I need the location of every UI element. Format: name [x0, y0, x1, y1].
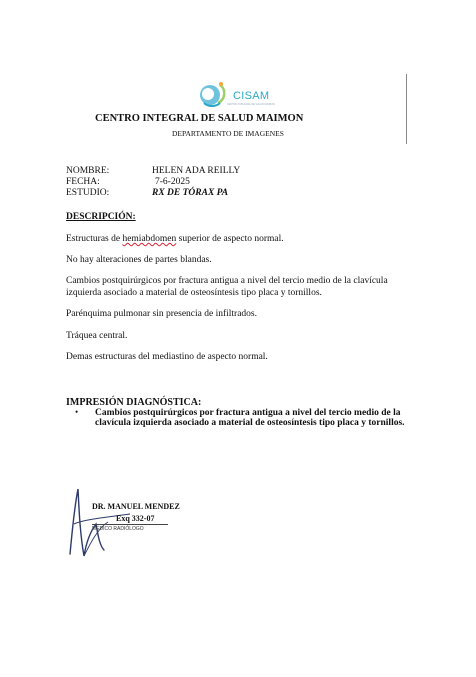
description-paragraph: No hay alteraciones de partes blandas.: [66, 255, 212, 265]
department-title: DEPARTAMENTO DE IMAGENES: [172, 129, 284, 138]
signature-registration: Exq 332-07: [116, 514, 155, 523]
name-label: NOMBRE:: [66, 166, 110, 176]
logo-subtext: CENTRO INTEGRAL DE SALUD MAIMON: [227, 103, 275, 106]
description-paragraph: Cambios postquirúrgicos por fractura antigua a nivel del tercio medio de la clavícula izquierda asociado a material de osteosíntesis tipo placa y tornillos.: [66, 276, 388, 298]
signature-name: DR. MANUEL MENDEZ: [92, 502, 180, 511]
organization-title: CENTRO INTEGRAL DE SALUD MAIMON: [95, 113, 304, 124]
signature-line: [92, 524, 168, 525]
name-value: HELEN ADA REILLY: [152, 166, 241, 176]
description-paragraph: Demas estructuras del mediastino de aspecto normal.: [66, 352, 268, 362]
impression-list: [76, 409, 412, 428]
description-paragraph: Tráquea central.: [66, 331, 128, 341]
description-heading: DESCRIPCIÓN:: [66, 212, 136, 222]
impression-heading: IMPRESIÓN DIAGNÓSTICA:: [66, 397, 202, 408]
signature-role: MÉDICO RADIÓLOGO: [92, 526, 144, 532]
impression-item: Cambios postquirúrgicos por fractura antigua a nivel del tercio medio de la clavícula izquierda asociado a material de osteosíntesis tipo placa y tornillos.: [95, 408, 405, 428]
study-value: RX DE TÓRAX PA: [152, 188, 229, 198]
margin-divider: [406, 74, 407, 144]
paragraph-text: Estructuras de: [66, 234, 123, 244]
description-paragraph: [66, 234, 411, 246]
study-label: ESTUDIO:: [66, 188, 110, 198]
logo-text: CISAM: [233, 90, 270, 102]
date-value: 7-6-2025: [155, 177, 190, 187]
date-label: FECHA:: [66, 177, 100, 187]
description-paragraph: Parénquima pulmonar sin presencia de infiltrados.: [66, 309, 258, 319]
spellcheck-flagged-word: hemiabdomen: [122, 234, 177, 244]
paragraph-text: superior de aspecto normal.: [176, 234, 284, 244]
bullet-icon: •: [75, 407, 79, 417]
